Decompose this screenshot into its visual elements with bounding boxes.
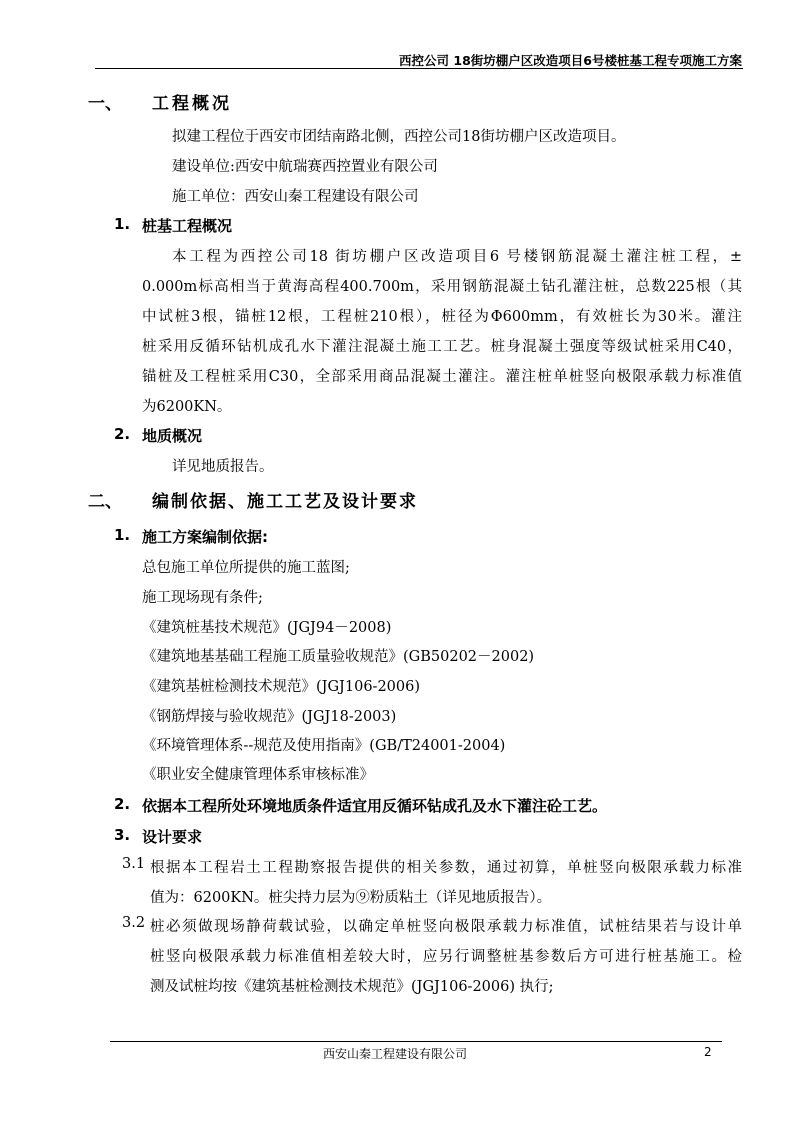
footer-company: 西安山秦工程建设有限公司 [323,1047,468,1061]
paragraph-line: 中试桩3根，锚桩12根，工程桩210根），桩径为Φ600mm，有效桩长为30米。灌注 [142,309,742,325]
subsection-title: 施工方案编制依据: [142,528,268,546]
paragraph-line: 值为：6200KN。桩尖持力层为⑨粉质粘土（详见地质报告）。 [150,890,552,906]
section-1-number: 一、 [88,94,122,114]
basis-item: 《建筑基桩检测技术规范》(JGJ106-2006) [142,679,420,695]
basis-item: 《职业安全健康管理体系审核标准》 [142,767,374,783]
paragraph-line: 为6200KN。 [142,399,232,415]
section-2-title: 编制依据、施工工艺及设计要求 [152,492,418,512]
basis-item: 《钢筋焊接与验收规范》(JGJ18-2003) [142,709,397,725]
subsection-title: 依据本工程所处环境地质条件适宜用反循环钻成孔及水下灌注砼工艺。 [142,797,608,815]
item-number: 3.1 [122,856,146,872]
paragraph-line: 锚桩及工程桩采用C30，全部采用商品混凝土灌注。灌注桩单桩竖向极限承载力标准值 [142,369,742,385]
section-2-number: 二、 [88,492,122,512]
basis-item: 《建筑地基基础工程施工质量验收规范》(GB50202－2002) [142,649,535,665]
basis-item: 总包施工单位所提供的施工蓝图; [142,560,350,576]
subsection-number: 1. [114,526,131,544]
paragraph-line: 根据本工程岩土工程勘察报告提供的相关参数，通过初算，单桩竖向极限承载力标准 [150,860,742,876]
intro-line: 施工单位：西安山秦工程建设有限公司 [172,189,419,205]
item-number: 3.2 [122,915,146,931]
basis-item: 《环境管理体系--规范及使用指南》(GB/T24001-2004) [142,738,506,754]
header-rule [95,68,743,69]
basis-item: 施工现场现有条件; [142,590,263,606]
subsection-number: 2. [114,795,131,813]
paragraph-line: 桩必须做现场静荷载试验，以确定单桩竖向极限承载力标准值，试桩结果若与设计单 [150,919,742,935]
paragraph-line: 详见地质报告。 [172,459,274,475]
subsection-title: 地质概况 [142,427,203,445]
subsection-title: 设计要求 [142,828,203,846]
section-1-title: 工程概况 [152,94,232,114]
basis-item: 《建筑桩基技术规范》(JGJ94－2008) [142,620,392,636]
paragraph-line: 本工程为西控公司18 街坊棚户区改造项目6 号楼钢筋混凝土灌注桩工程，± [172,249,742,265]
footer-rule [110,1041,722,1042]
subsection-number: 1. [114,215,131,233]
subsection-number: 2. [114,425,131,443]
paragraph-line: 桩采用反循环钻机成孔水下灌注混凝土施工工艺。桩身混凝土强度等级试桩采用C40， [142,339,742,355]
header-title: 西控公司 18街坊棚户区改造项目6号楼桩基工程专项施工方案 [399,53,742,68]
intro-line: 拟建工程位于西安市团结南路北侧，西控公司18街坊棚户区改造项目。 [172,129,626,145]
paragraph-line: 0.000m标高相当于黄海高程400.700m，采用钢筋混凝土钻孔灌注桩，总数225根（其 [142,279,742,295]
subsection-number: 3. [114,826,131,844]
paragraph-line: 测及试桩均按《建筑基桩检测技术规范》(JGJ106-2006) 执行; [150,979,554,995]
intro-line: 建设单位:西安中航瑞赛西控置业有限公司 [172,159,438,175]
page-number: 2 [704,1045,712,1059]
paragraph-line: 桩竖向极限承载力标准值相差较大时，应另行调整桩基参数后方可进行桩基施工。检 [150,949,742,965]
subsection-title: 桩基工程概况 [142,217,233,235]
